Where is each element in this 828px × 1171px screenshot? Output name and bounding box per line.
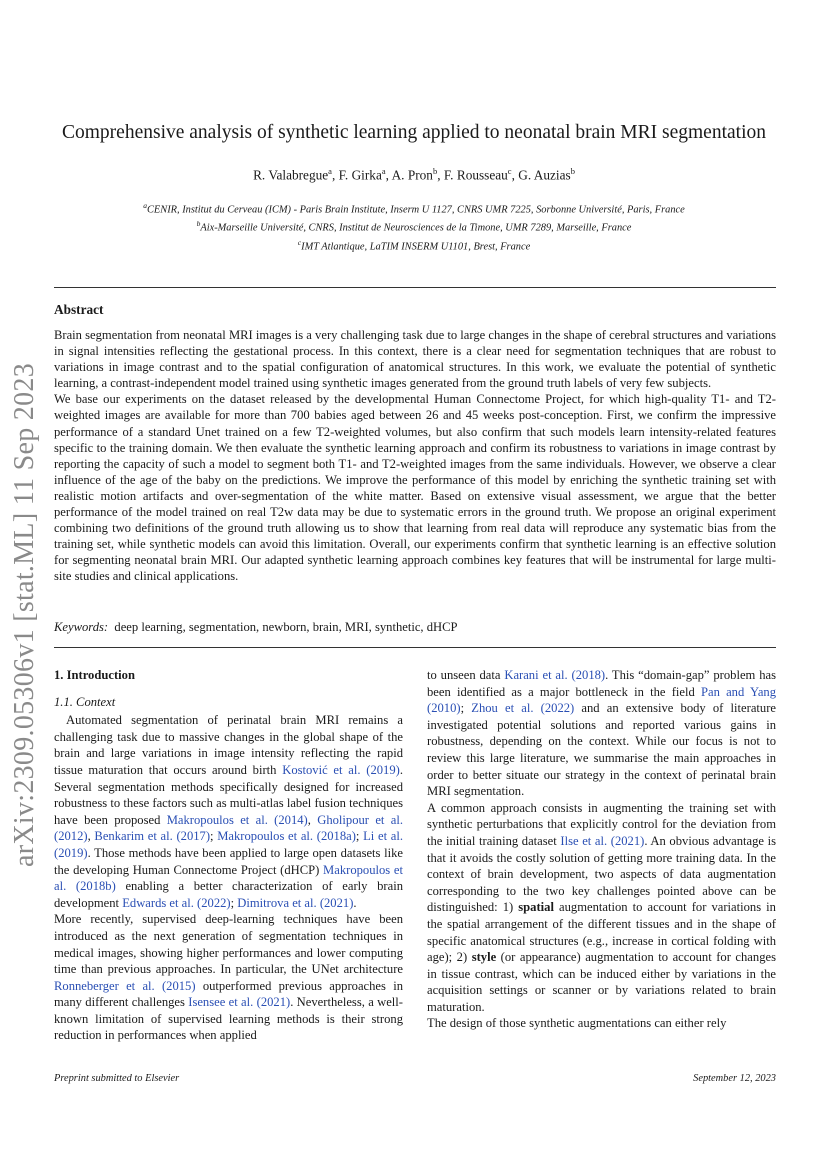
- citation-link[interactable]: Dimitrova et al. (2021): [237, 895, 354, 910]
- body-text: and an extensive body of literature investigated potential solutions and reported various gains in robustness, depending on the context. While our focus is not to review this large literature, we summarise the main approaches in order to better situate our strategy in the context of perinatal brain MRI segmentation.: [427, 701, 776, 799]
- affiliation-text: CENIR, Institut du Cerveau (ICM) - Paris Brain Institute, Inserm U 1127, CNRS UMR 7225, Sorbonne Université, Paris, France: [146, 204, 685, 216]
- affiliation-text: IMT Atlantique, LaTIM INSERM U1101, Brest, France: [301, 241, 531, 253]
- citation-link[interactable]: Li et al. (2019): [54, 829, 403, 860]
- footer-journal: Preprint submitted to Elsevier: [54, 1073, 180, 1084]
- body-text: .: [353, 895, 357, 910]
- citation-link[interactable]: Ilse et al. (2021): [560, 833, 645, 848]
- citation-link[interactable]: Ronneberger et al. (2015): [54, 978, 196, 993]
- author-name: R. Valabregue: [253, 167, 329, 183]
- body-text: ;: [460, 701, 472, 716]
- body-text: ,: [87, 829, 95, 844]
- affiliation-mark: b: [196, 219, 201, 229]
- citation-link[interactable]: Karani et al. (2018): [504, 668, 606, 682]
- author-affiliation-mark: a: [328, 166, 332, 176]
- body-paragraph: [54, 712, 403, 911]
- body-paragraph: [54, 911, 403, 1044]
- citation-link[interactable]: Makropoulos et al. (2018a): [217, 829, 356, 844]
- body-text: . Nevertheless, a well-known limitation of supervised learning methods is their strong reduction in performances when applied: [54, 995, 403, 1043]
- citation-link[interactable]: Makropoulos et al. (2014): [166, 812, 308, 827]
- left-column: [54, 667, 403, 1044]
- affiliation-line: [54, 236, 774, 254]
- body-text: ;: [230, 895, 238, 910]
- author-name: F. Rousseau: [443, 167, 508, 183]
- body-paragraph: [427, 667, 776, 800]
- arxiv-watermark: [2, 360, 48, 870]
- body-text: ,: [307, 812, 318, 827]
- body-text: . Several segmentation methods specifically designed for increased robustness to these factors such as multi-atlas label fusion techniques have been proposed: [54, 762, 403, 827]
- author-name: F. Girka: [338, 167, 382, 183]
- abstract-heading: Abstract: [54, 302, 104, 317]
- abstract-paragraph: Brain segmentation from neonatal MRI images is a very challenging task due to large changes in the shape of cerebral structures and variations in signal intensities reflecting the gestational process. In this context, there is a clear need for segmentation techniques that are robust to variations in image contrast and to the spatial configuration of anatomical structures. In this work, we evaluate the potential of synthetic learning, a contrast-independent model trained using synthetic images generated from the ground truth labels of very few subjects.: [54, 328, 776, 391]
- abstract-bottom-rule: [54, 647, 776, 648]
- abstract-paragraph: We base our experiments on the dataset released by the developmental Human Connectome Project, for which high-quality T1- and T2-weighted images are available for more than 700 babies aged between 26 and 45 weeks post-conception. First, we confirm the impressive performance of a standard Unet trained on a few T2-weighted volumes, but also confirm that such models learn intensity-related features specific to the training domain. We then evaluate the synthetic learning approach and confirm its robustness to variations in image contrast by reporting the capacity of such a model to segment both T1- and T2-weighted images from the same individuals. However, we observe a clear influence of the age of the baby on the predictions. We improve the performance of this model by enriching the synthetic training set with realistic motion artifacts and over-segmentation of the white matter. Based on extensive visual assessment, we argue that the better performance of the model trained on real T2w data may be due to systematic errors in the ground truth. We propose an original experiment combining two definitions of the ground truth allowing us to show that learning from real data will reproduce any systematic bias from the training set, while synthetic models can avoid this limitation. Overall, our experiments confirm that synthetic learning is an effective solution for segmenting neonatal brain MRI. Our adapted synthetic learning approach combines key features that will be instrumental for large multi-site studies and clinical applications.: [54, 392, 776, 584]
- affiliation-mark: c: [297, 237, 302, 247]
- citation-link[interactable]: Makropoulos et al. (2018b): [54, 862, 403, 894]
- author-name: G. Auzias: [518, 167, 571, 183]
- body-text: Automated segmentation of perinatal brain MRI remains a challenging task due to massive changes in the global shape of the brain and large variations in image intensity reflecting the rapid tissue maturation that occurs around birth: [54, 713, 403, 777]
- keywords-label: Keywords:: [54, 620, 109, 634]
- affiliation-mark: a: [143, 201, 147, 210]
- affiliation-line: [54, 199, 774, 217]
- citation-link[interactable]: Gholipour et al. (2012): [54, 812, 403, 844]
- citation-link[interactable]: Zhou et al. (2022): [471, 701, 575, 716]
- body-paragraph: [427, 800, 776, 1016]
- body-text: More recently, supervised deep-learning techniques have been introduced as the next generation of segmentation techniques in medical images, showing higher performances and lower computing time than previous approaches. In particular, the UNet architecture: [54, 912, 403, 977]
- affiliation-text: Aix-Marseille Université, CNRS, Institut de Neurosciences de la Timone, UMR 7289, Marseille, France: [200, 222, 632, 234]
- body-text: (or appearance) augmentation to account for changes in tissue contrast, which can be induced either by variations in the acquisition settings or scanner or by variations related to brain maturation.: [427, 950, 776, 1014]
- body-text: enabling a better characterization of early brain development: [54, 879, 403, 910]
- body-text: outperformed previous approaches in many different challenges: [54, 978, 403, 1010]
- body-text: to unseen data: [427, 668, 505, 682]
- body-text: . Those methods have been applied to large open datasets like the developing Human Connectome Project (dHCP): [54, 845, 403, 877]
- author-affiliation-mark: a: [381, 166, 386, 176]
- paper-title: Comprehensive analysis of synthetic learning applied to neonatal brain MRI segmentation: [62, 122, 766, 143]
- subsection-heading: 1.1. Context: [54, 694, 116, 709]
- footer-date: September 12, 2023: [693, 1073, 776, 1084]
- section-heading: 1. Introduction: [54, 668, 135, 682]
- author-affiliation-mark: c: [507, 166, 512, 176]
- citation-link[interactable]: Pan and Yang (2010): [427, 684, 777, 716]
- emphasis-text: style: [471, 950, 497, 965]
- author-name: A. Pron: [391, 167, 433, 183]
- emphasis-text: spatial: [518, 900, 554, 915]
- body-paragraph: [427, 1015, 776, 1032]
- citation-link[interactable]: Benkarim et al. (2017): [94, 829, 211, 844]
- affiliation-list: [54, 199, 774, 254]
- body-text: A common approach consists in augmenting the training set with synthetic perturbations that explicitly control for the deviation from the initial training dataset: [427, 800, 776, 848]
- body-text: . An obvious advantage is that it avoids the costly solution of getting more training data. In the context of brain development, two aspects of data augmentation corresponding to the two key challenges pointed above can be distinguished: 1): [427, 833, 776, 915]
- body-text: ;: [210, 829, 218, 844]
- abstract-body: [54, 327, 776, 585]
- body-text: augmentation to account for variations in the spatial arrangement of the different tissues and in the shape of specific anatomical structures (e.g., increase in cortical folding with age); 2): [427, 900, 776, 965]
- body-text: ;: [355, 829, 364, 844]
- left-column-body: [54, 712, 403, 1044]
- arxiv-identifier: arXiv:2309.05306v1 [stat.ML] 11 Sep 2023: [9, 362, 40, 868]
- citation-link[interactable]: Edwards et al. (2022): [122, 895, 231, 910]
- citation-link[interactable]: Isensee et al. (2021): [188, 995, 291, 1010]
- author-affiliation-mark: b: [570, 166, 575, 176]
- keywords: [54, 620, 776, 635]
- body-text: The design of those synthetic augmentations can either rely: [427, 1016, 727, 1031]
- body-text: . This “domain-gap” problem has been identified as a major bottleneck in the field: [427, 668, 776, 699]
- citation-link[interactable]: Kostović et al. (2019): [282, 762, 400, 777]
- right-column: [427, 667, 776, 1032]
- author-list: R. Valabregue$^a$, F. Girka$^a$, A. Pron$^b$, F. Rousseau$^c$, G. Auzias$^b$: [253, 166, 575, 183]
- author-affiliation-mark: b: [432, 166, 438, 176]
- keywords-text: deep learning, segmentation, newborn, brain, MRI, synthetic, dHCP: [114, 620, 458, 634]
- affiliation-line: [54, 217, 774, 235]
- right-column-body: [427, 667, 776, 1032]
- abstract-top-rule: [54, 287, 776, 288]
